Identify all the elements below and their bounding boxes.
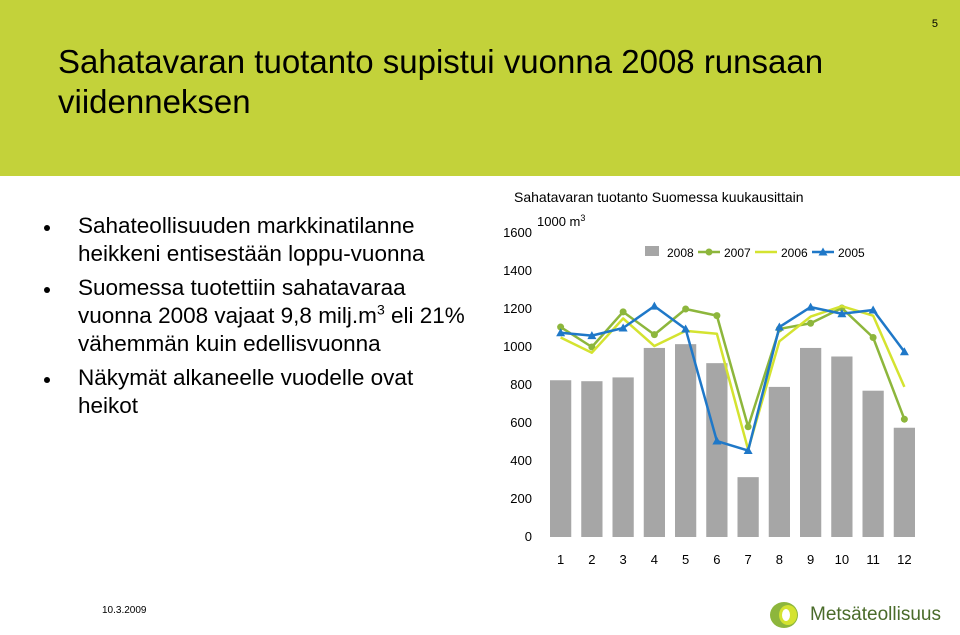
point-2007 bbox=[807, 320, 814, 327]
legend bbox=[645, 246, 865, 260]
legend-label: 2006 bbox=[781, 246, 808, 260]
y-tick-label: 200 bbox=[510, 491, 532, 506]
x-tick-label: 2 bbox=[588, 552, 596, 567]
legend-label: 2007 bbox=[724, 246, 751, 260]
legend-swatch bbox=[645, 246, 659, 256]
bar-2008 bbox=[831, 357, 852, 538]
y-tick-label: 1400 bbox=[503, 263, 532, 278]
point-2007 bbox=[651, 331, 658, 338]
point-2007 bbox=[713, 312, 720, 319]
bar-2008 bbox=[644, 348, 665, 537]
point-2007 bbox=[745, 423, 752, 430]
x-tick-label: 3 bbox=[619, 552, 627, 567]
y-tick-label: 1000 bbox=[503, 339, 532, 354]
bar-2008 bbox=[800, 348, 821, 537]
legend-marker bbox=[706, 249, 713, 256]
point-2007 bbox=[870, 334, 877, 341]
x-axis bbox=[557, 552, 912, 567]
slide-title: Sahatavaran tuotanto supistui vuonna 2008 runsaan viidenneksen bbox=[58, 43, 824, 120]
y-tick-label: 1600 bbox=[503, 225, 532, 240]
bullet-dot bbox=[44, 377, 50, 383]
x-tick-label: 9 bbox=[807, 552, 815, 567]
unit-label-text: 1000 m bbox=[537, 214, 581, 229]
logo-text: Metsäteollisuus bbox=[810, 604, 941, 625]
bullet-item bbox=[40, 212, 470, 268]
x-tick-label: 6 bbox=[713, 552, 721, 567]
unit-label-sup: 3 bbox=[580, 213, 586, 223]
bar-2008 bbox=[863, 391, 884, 537]
y-tick-label: 400 bbox=[510, 453, 532, 468]
bullet-dot bbox=[44, 225, 50, 231]
line-2007 bbox=[561, 308, 905, 427]
y-tick-label: 800 bbox=[510, 377, 532, 392]
unit-label bbox=[537, 213, 585, 229]
y-tick-label: 600 bbox=[510, 415, 532, 430]
metsateollisuus-logo bbox=[766, 600, 946, 630]
bar-2008 bbox=[581, 381, 602, 537]
superscript: 3 bbox=[376, 301, 385, 318]
point-2005 bbox=[650, 302, 659, 310]
bullet-dot bbox=[44, 287, 50, 293]
y-tick-label: 1200 bbox=[503, 301, 532, 316]
bullet-text: Sahateollisuuden markkinatilanne heikkeni entisestään loppu-vuonna bbox=[78, 213, 425, 266]
bullet-text: Suomessa tuotettiin sahatavaraa vuonna 2008 vajaat 9,8 milj.m bbox=[78, 275, 406, 328]
legend-label: 2005 bbox=[838, 246, 865, 260]
bullet-text: Näkymät alkaneelle vuodelle ovat heikot bbox=[78, 365, 414, 418]
bullet-text: eli 21% vähemmän kuin edellisvuonna bbox=[78, 303, 465, 356]
point-2007 bbox=[901, 416, 908, 423]
bullet-item bbox=[40, 364, 470, 420]
line-2005 bbox=[561, 306, 905, 450]
bar-2008 bbox=[706, 363, 727, 537]
x-tick-label: 1 bbox=[557, 552, 565, 567]
y-axis bbox=[503, 225, 532, 544]
bar-2008 bbox=[613, 377, 634, 537]
x-tick-label: 12 bbox=[897, 552, 912, 567]
bar-2008 bbox=[894, 428, 915, 537]
line-series bbox=[556, 302, 909, 454]
legend-label: 2008 bbox=[667, 246, 694, 260]
production-chart bbox=[490, 205, 930, 575]
bullet-list bbox=[40, 212, 470, 426]
y-tick-label: 0 bbox=[524, 529, 532, 544]
x-tick-label: 10 bbox=[834, 552, 850, 567]
line-2006 bbox=[561, 306, 905, 449]
footer-date: 10.3.2009 bbox=[102, 605, 147, 616]
bar-2008 bbox=[550, 380, 571, 537]
x-tick-label: 8 bbox=[775, 552, 783, 567]
x-tick-label: 7 bbox=[744, 552, 752, 567]
bar-2008 bbox=[675, 344, 696, 537]
bar-2008 bbox=[769, 387, 790, 537]
bar-2008 bbox=[738, 477, 759, 537]
point-2007 bbox=[620, 308, 627, 315]
x-tick-label: 11 bbox=[866, 552, 880, 567]
point-2007 bbox=[682, 306, 689, 313]
bullet-item bbox=[40, 274, 470, 358]
page-number: 5 bbox=[931, 18, 938, 30]
leaf-logo-icon bbox=[766, 600, 806, 630]
x-tick-label: 4 bbox=[650, 552, 658, 567]
x-tick-label: 5 bbox=[682, 552, 690, 567]
chart-title: Sahatavaran tuotanto Suomessa kuukausittain bbox=[514, 189, 804, 205]
